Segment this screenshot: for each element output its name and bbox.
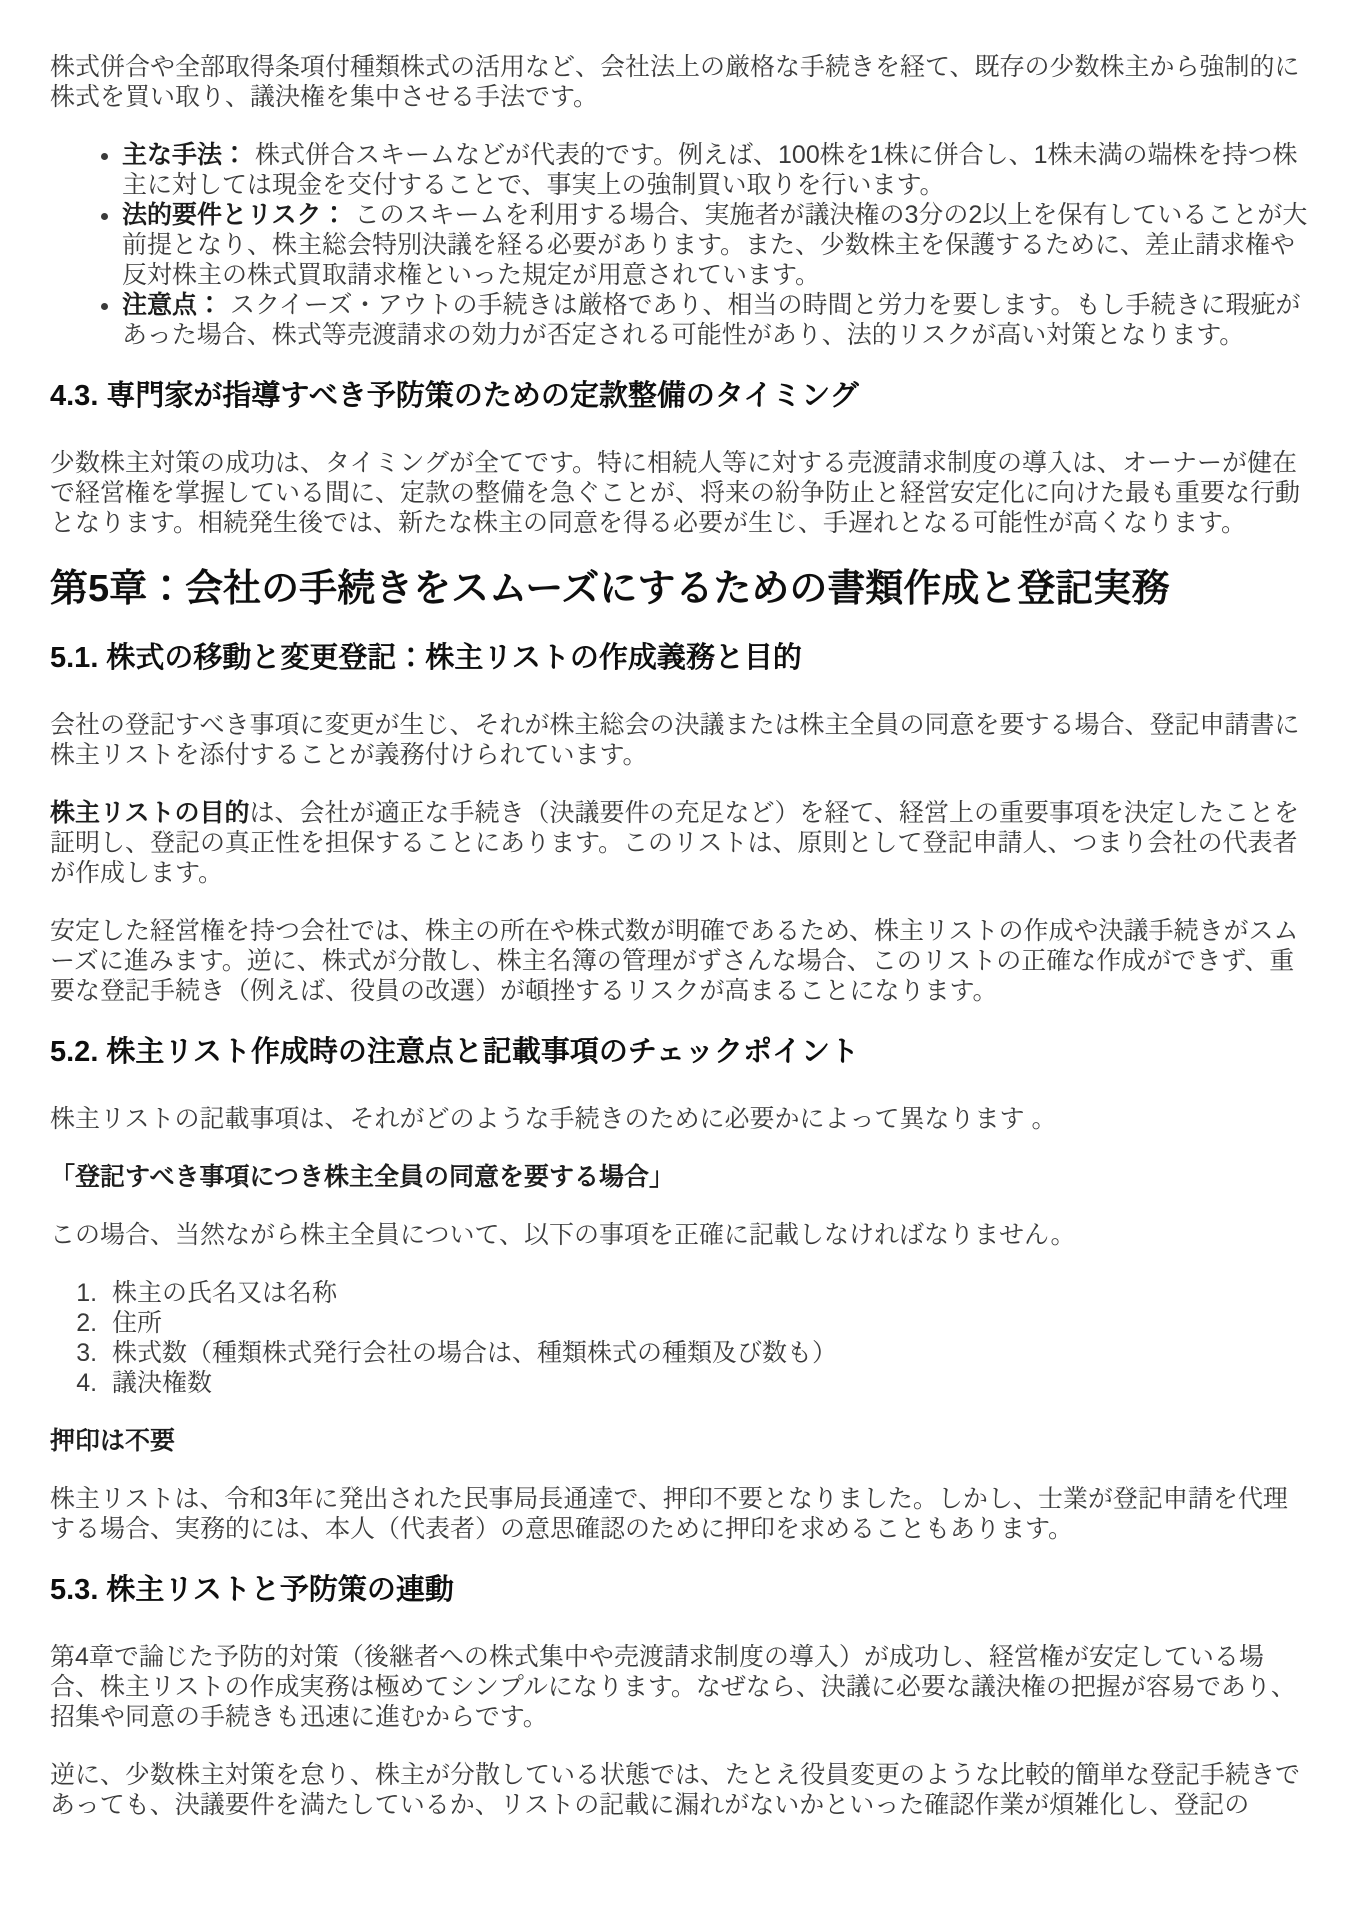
section-heading-5-2: 5.2. 株主リスト作成時の注意点と記載事項のチェックポイント	[50, 1036, 859, 1068]
stamp-paragraph: 株主リストは、令和3年に発出された民事局長通達で、押印不要となりました。しかし、士業が登記申請を代理する場合、実務的には、本人（代表者）の意思確認のために押印を求めることもあります。	[50, 1485, 1288, 1543]
list-item	[122, 200, 1311, 290]
bullet-text: 株式併合スキームなどが代表的です。例えば、100株を1株に併合し、1株未満の端株を持つ株主に対しては現金を交付することで、事実上の強制買い取りを行います。	[122, 141, 1298, 199]
chapter-5-title: 第5章：会社の手続きをスムーズにするための書類作成と登記実務	[50, 568, 1170, 610]
section-5-3-paragraph-1: 第4章で論じた予防的対策（後継者への株式集中や売渡請求制度の導入）が成功し、経営権が安定している場合、株主リストの作成実務は極めてシンプルになります。なぜなら、決議に必要な議決権の把握が容易であり、招集や同意の手続きも迅速に進むからです。	[50, 1643, 1296, 1731]
bullet-text: スクイーズ・アウトの手続きは厳格であり、相当の時間と労力を要します。もし手続きに瑕疵があった場合、株式等売渡請求の効力が否定される可能性があり、法的リスクが高い対策となります。	[122, 291, 1301, 349]
section-5-3-paragraph-2: 逆に、少数株主対策を怠り、株主が分散している状態では、たとえ役員変更のような比較的簡単な登記手続きであっても、決議要件を満たしているか、リストの記載に漏れがないかといった確認作業が煩雑化し、登記の	[50, 1761, 1301, 1819]
bullet-label: 主な手法：	[122, 141, 248, 169]
list-item: 2. 住所	[104, 1308, 1311, 1338]
section-5-1-paragraph-1: 会社の登記すべき事項に変更が生じ、それが株主総会の決議または株主全員の同意を要する場合、登記申請書に株主リストを添付することが義務付けられています。	[50, 711, 1300, 769]
section-4-3-paragraph: 少数株主対策の成功は、タイミングが全てです。特に相続人等に対する売渡請求制度の導入は、オーナーが健在で経営権を掌握している間に、定款の整備を急ぐことが、将来の紛争防止と経営安定化に向けた最も重要な行動となります。相続発生後では、新たな株主の同意を得る必要が生じ、手遅れとなる可能性が高くなります。	[50, 449, 1301, 537]
bullet-label: 法的要件とリスク：	[122, 201, 347, 229]
section-heading-5-3: 5.3. 株主リストと予防策の連動	[50, 1574, 454, 1606]
section-5-1-paragraph-3: 安定した経営権を持つ会社では、株主の所在や株式数が明確であるため、株主リストの作成や決議手続きがスムーズに進みます。逆に、株式が分散し、株主名簿の管理がずさんな場合、このリストの正確な作成ができず、重要な登記手続き（例えば、役員の改選）が頓挫するリスクが高まることになります。	[50, 917, 1299, 1005]
required-items-list	[50, 1278, 1311, 1398]
list-item: 1. 株主の氏名又は名称	[104, 1278, 1311, 1308]
squeeze-out-bullet-list	[50, 140, 1311, 350]
case-subheading: 「登記すべき事項につき株主全員の同意を要する場合」	[50, 1163, 675, 1191]
shareholder-list-purpose-rest: は、会社が適正な手続き（決議要件の充足など）を経て、経営上の重要事項を決定したことを証明し、登記の真正性を担保することにあります。このリストは、原則として登記申請人、つまり会社の代表者が作成します。	[50, 799, 1300, 887]
bullet-label: 注意点：	[122, 291, 223, 319]
list-item	[122, 290, 1311, 350]
section-5-2-paragraph-1: 株主リストの記載事項は、それがどのような手続きのために必要かによって異なります 。	[50, 1105, 1057, 1133]
section-5-1-paragraph-2	[50, 798, 1311, 888]
stamp-subheading: 押印は不要	[50, 1427, 176, 1455]
section-heading-5-1: 5.1. 株式の移動と変更登記：株主リストの作成義務と目的	[50, 642, 802, 674]
bullet-text: このスキームを利用する場合、実施者が議決権の3分の2以上を保有していることが大前提となり、株主総会特別決議を経る必要があります。また、少数株主を保護するために、差止請求権や反対株主の株式買取請求権といった規定が用意されています。	[122, 201, 1308, 289]
shareholder-list-purpose-lead: 株主リストの目的	[50, 799, 250, 827]
section-heading-4-3: 4.3. 専門家が指導すべき予防策のための定款整備のタイミング	[50, 380, 859, 412]
section-5-2-paragraph-2: この場合、当然ながら株主全員について、以下の事項を正確に記載しなければなりません。	[50, 1221, 1076, 1249]
list-item: 4. 議決権数	[104, 1368, 1311, 1398]
list-item	[122, 140, 1311, 200]
intro-paragraph: 株式併合や全部取得条項付種類株式の活用など、会社法上の厳格な手続きを経て、既存の少数株主から強制的に株式を買い取り、議決権を集中させる手法です。	[50, 53, 1300, 111]
list-item: 3. 株式数（種類株式発行会社の場合は、種類株式の種類及び数も）	[104, 1338, 1311, 1368]
